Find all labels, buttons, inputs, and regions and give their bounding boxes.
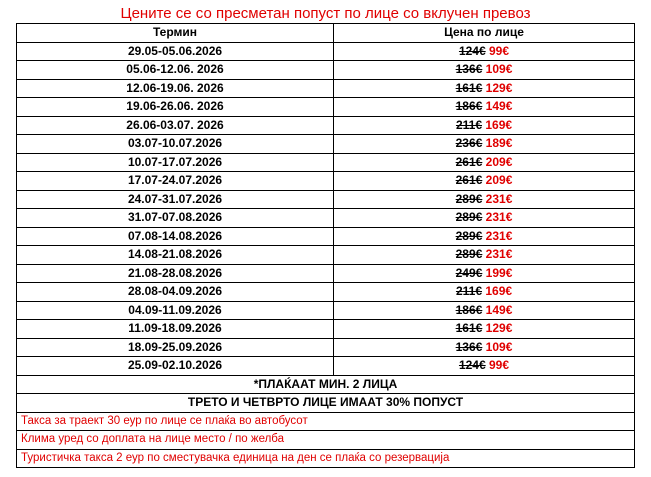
table-row [17,135,635,154]
new-price: 99€ [489,358,510,373]
price-table-body [17,24,635,376]
new-price: 149€ [485,302,513,317]
old-price: 249€ [455,265,483,280]
table-row [17,98,635,117]
note-transit-tax: Такса за траект 30 еур по лице се плаќа во автобусот [17,412,635,431]
table-row [17,357,635,376]
price-cell [334,283,635,302]
price-cell [334,301,635,320]
old-price: 211€ [455,117,482,132]
term-cell: 17.07-24.07.2026 [17,172,334,191]
term-cell: 05.06-12.06. 2026 [17,61,334,80]
new-price: 169€ [485,284,513,299]
old-price: 186€ [455,99,483,114]
note-third-fourth-discount: ТРЕТО И ЧЕТВРТО ЛИЦЕ ИМААТ 30% ПОПУСТ [17,394,635,413]
old-price: 211€ [455,284,482,299]
old-price: 261€ [455,154,483,169]
header-term: Термин [17,24,334,43]
new-price: 231€ [485,247,513,262]
note-row-discount [17,394,635,413]
term-cell: 12.06-19.06. 2026 [17,79,334,98]
new-price: 189€ [485,136,513,151]
price-cell [334,172,635,191]
term-cell: 18.09-25.09.2026 [17,338,334,357]
term-cell: 11.09-18.09.2026 [17,320,334,339]
table-row [17,227,635,246]
term-cell: 10.07-17.07.2026 [17,153,334,172]
term-cell: 25.09-02.10.2026 [17,357,334,376]
price-cell [334,79,635,98]
new-price: 231€ [485,191,513,206]
price-cell [334,338,635,357]
price-cell [334,264,635,283]
new-price: 199€ [485,265,513,280]
note-row-min-persons [17,375,635,394]
note-air-conditioning: Клима уред со доплата на лице место / по желба [17,431,635,450]
price-cell [334,246,635,265]
table-row [17,209,635,228]
new-price: 99€ [489,43,510,58]
price-cell [334,116,635,135]
new-price: 209€ [485,173,513,188]
new-price: 149€ [485,99,513,114]
price-cell [334,320,635,339]
new-price: 231€ [485,228,513,243]
table-row [17,264,635,283]
price-cell [334,153,635,172]
note-row-transit-tax [17,412,635,431]
term-cell: 04.09-11.09.2026 [17,301,334,320]
table-row [17,79,635,98]
term-cell: 29.05-05.06.2026 [17,42,334,61]
table-header-row [17,24,635,43]
price-cell [334,98,635,117]
table-row [17,61,635,80]
new-price: 231€ [485,210,513,225]
table-row [17,283,635,302]
term-cell: 31.07-07.08.2026 [17,209,334,228]
new-price: 129€ [485,321,513,336]
page-title: Цените се со пресметан попуст по лице со вклучен превоз [120,5,531,22]
table-row [17,172,635,191]
notes-section [17,375,635,468]
price-cell [334,209,635,228]
old-price: 161€ [455,321,483,336]
note-tourist-tax: Туристичка такса 2 еур по сместувачка единица на ден се плаќа со резервација [17,449,635,468]
old-price: 261€ [455,173,483,188]
table-row [17,116,635,135]
term-cell: 07.08-14.08.2026 [17,227,334,246]
new-price: 169€ [485,117,513,132]
old-price: 289€ [455,247,483,262]
term-cell: 03.07-10.07.2026 [17,135,334,154]
old-price: 289€ [455,191,483,206]
new-price: 109€ [485,62,513,77]
term-cell: 26.06-03.07. 2026 [17,116,334,135]
table-row [17,338,635,357]
old-price: 124€ [458,358,486,373]
new-price: 209€ [485,154,513,169]
header-price: Цена по лице [334,24,635,43]
table-row [17,320,635,339]
term-cell: 14.08-21.08.2026 [17,246,334,265]
new-price: 129€ [485,80,513,95]
note-row-air-conditioning [17,431,635,450]
table-row [17,42,635,61]
term-cell: 21.08-28.08.2026 [17,264,334,283]
table-row [17,246,635,265]
term-cell: 28.08-04.09.2026 [17,283,334,302]
price-table [16,23,635,468]
table-row [17,301,635,320]
term-cell: 24.07-31.07.2026 [17,190,334,209]
price-cell [334,190,635,209]
old-price: 136€ [455,339,483,354]
old-price: 136€ [455,62,483,77]
price-cell [334,61,635,80]
note-min-persons: *ПЛАЌААТ МИН. 2 ЛИЦА [17,375,635,394]
new-price: 109€ [485,339,513,354]
price-cell [334,135,635,154]
table-row [17,153,635,172]
old-price: 161€ [455,80,483,95]
old-price: 236€ [455,136,483,151]
old-price: 289€ [455,210,483,225]
table-row [17,190,635,209]
price-cell [334,227,635,246]
note-row-tourist-tax [17,449,635,468]
old-price: 186€ [455,302,483,317]
price-cell [334,357,635,376]
old-price: 289€ [455,228,483,243]
old-price: 124€ [458,43,486,58]
term-cell: 19.06-26.06. 2026 [17,98,334,117]
price-cell [334,42,635,61]
